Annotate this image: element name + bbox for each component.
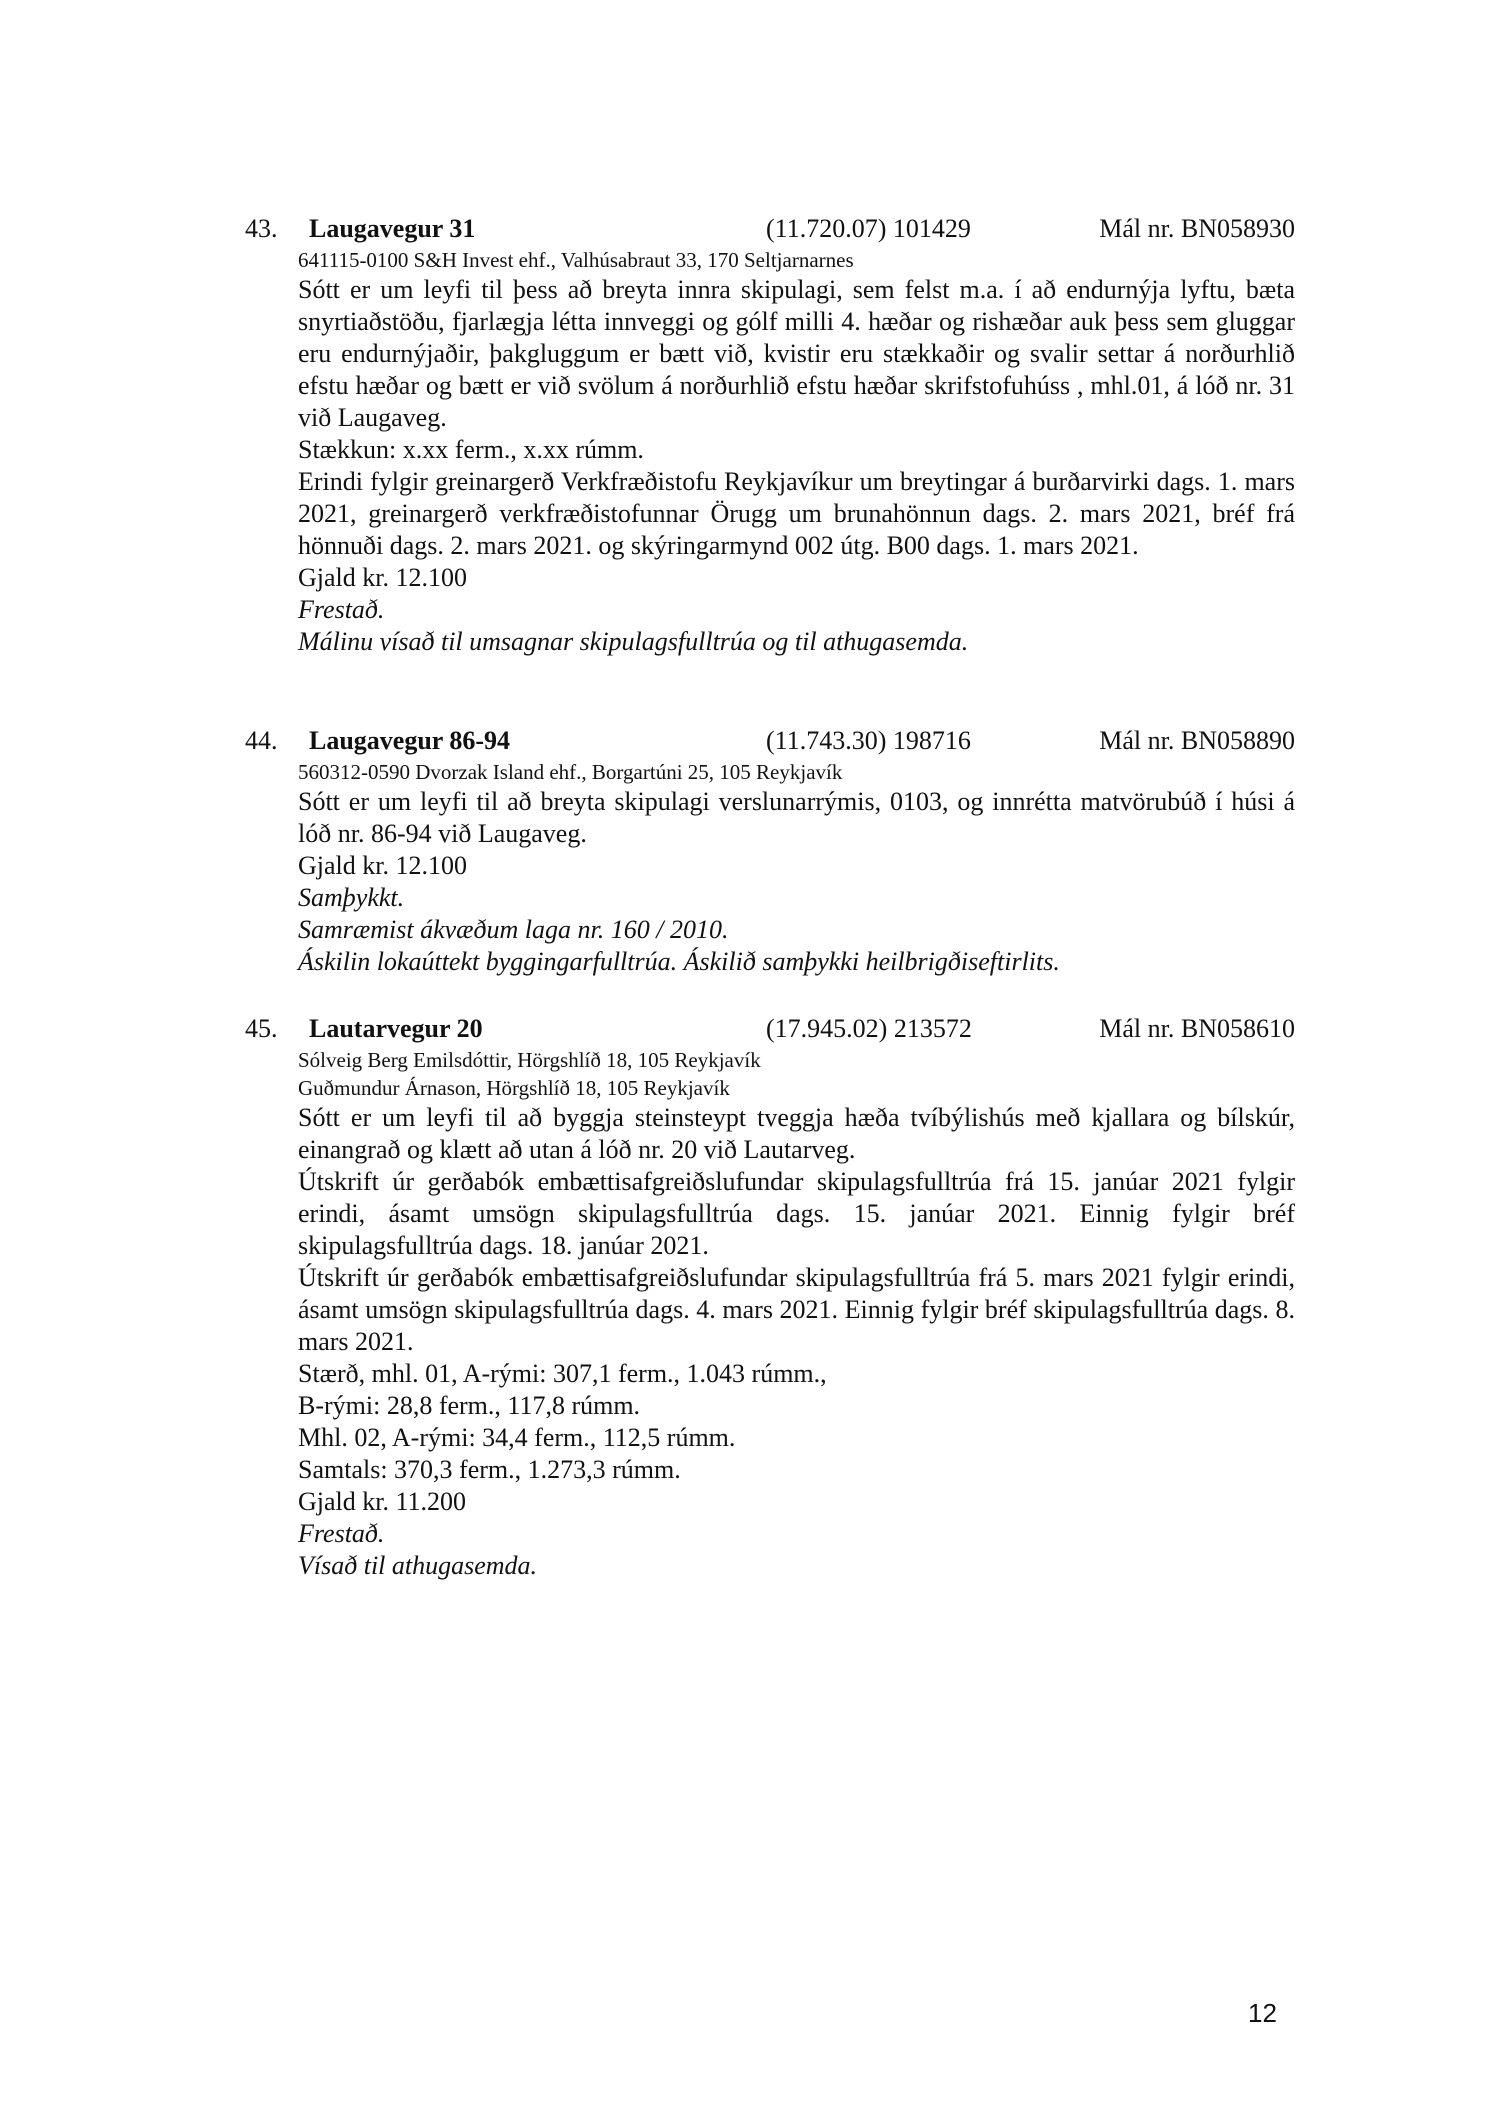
item-header xyxy=(245,724,1295,758)
fee: Gjald kr. 11.200 xyxy=(298,1487,467,1516)
item-body xyxy=(298,758,1295,978)
fee: Gjald kr. 12.100 xyxy=(298,563,467,592)
description: Sótt er um leyfi til þess að breyta innra skipulagi, sem felst m.a. í að endurnýja lyftu, bæta snyrtiaðstöðu, fjarlægja létta innveggi og gólf milli 4. hæðar og rishæðar auk þess sem gluggar eru endurnýjaðir, þakgluggum er bætt við, kvistir eru stækkaðir og svalir settar á norðurhlið efstu hæðar og bætt er við svölum á norðurhlið efstu hæðar skrifstofuhúss , mhl.01, á lóð nr. 31 við Laugaveg. xyxy=(298,275,1295,432)
page-number: 12 xyxy=(1248,1998,1277,2028)
item-reference: (17.945.02) 213572 xyxy=(766,1014,972,1043)
attachment-note: Erindi fylgir greinargerð Verkfræðistofu Reykjavíkur um breytingar á burðarvirki dags. 1. mars 2021, greinargerð verkfræðistofunnar Örugg um brunahönnun dags. 2. mars 2021, bréf frá hönnuði dags. 2. mars 2021. og skýringarmynd 002 útg. B00 dags. 1. mars 2021. xyxy=(298,467,1295,560)
applicant: 560312-0590 Dvorzak Island ehf., Borgartúni 25, 105 Reykjavík xyxy=(298,760,843,784)
item-title: Laugavegur 31 xyxy=(309,214,476,243)
item-reference: (11.743.30) 198716 xyxy=(766,726,971,755)
size-line: B-rými: 28,8 ferm., 117,8 rúmm. xyxy=(298,1391,641,1420)
size-line: Stærð, mhl. 01, A-rými: 307,1 ferm., 1.043 rúmm., xyxy=(298,1359,827,1388)
agenda-item-44 xyxy=(245,724,1295,978)
item-header xyxy=(245,212,1295,246)
case-number: Mál nr. BN058610 xyxy=(1099,1014,1295,1043)
case-number: Mál nr. BN058930 xyxy=(1099,214,1295,243)
item-title: Lautarvegur 20 xyxy=(309,1014,483,1043)
item-body xyxy=(298,246,1295,658)
decision: Frestað. xyxy=(298,1519,385,1548)
extension: Stækkun: x.xx ferm., x.xx rúmm. xyxy=(298,435,644,464)
decision-note: Áskilin lokaúttekt byggingarfulltrúa. Áskilið samþykki heilbrigðiseftirlits. xyxy=(298,947,1060,976)
size-line: Samtals: 370,3 ferm., 1.273,3 rúmm. xyxy=(298,1455,681,1484)
excerpt-note: Útskrift úr gerðabók embættisafgreiðslufundar skipulagsfulltrúa frá 5. mars 2021 fylgir erindi, ásamt umsögn skipulagsfulltrúa dags. 4. mars 2021. Einnig fylgir bréf skipulagsfulltrúa dags. 8. mars 2021. xyxy=(298,1263,1295,1356)
case-number: Mál nr. BN058890 xyxy=(1099,726,1295,755)
agenda-item-43 xyxy=(245,212,1295,658)
decision-note: Samræmist ákvæðum laga nr. 160 / 2010. xyxy=(298,915,729,944)
decision: Frestað. xyxy=(298,595,385,624)
item-body xyxy=(298,1046,1295,1582)
description: Sótt er um leyfi til að breyta skipulagi verslunarrýmis, 0103, og innrétta matvörubúð í húsi á lóð nr. 86-94 við Laugaveg. xyxy=(298,787,1295,848)
applicant: Guðmundur Árnason, Hörgshlíð 18, 105 Reykjavík xyxy=(298,1076,730,1100)
item-number: 45. xyxy=(245,1014,278,1043)
item-title: Laugavegur 86-94 xyxy=(309,726,511,755)
decision: Samþykkt. xyxy=(298,883,405,912)
excerpt-note: Útskrift úr gerðabók embættisafgreiðslufundar skipulagsfulltrúa frá 15. janúar 2021 fylgir erindi, ásamt umsögn skipulagsfulltrúa dags. 15. janúar 2021. Einnig fylgir bréf skipulagsfulltrúa dags. 18. janúar 2021. xyxy=(298,1167,1295,1260)
decision-note: Vísað til athugasemda. xyxy=(298,1551,538,1580)
applicant: Sólveig Berg Emilsdóttir, Hörgshlíð 18, 105 Reykjavík xyxy=(298,1048,761,1072)
agenda-item-45 xyxy=(245,1012,1295,1582)
item-header xyxy=(245,1012,1295,1046)
description: Sótt er um leyfi til að byggja steinsteypt tveggja hæða tvíbýlishús með kjallara og bílskúr, einangrað og klætt að utan á lóð nr. 20 við Lautarveg. xyxy=(298,1103,1295,1164)
applicant: 641115-0100 S&H Invest ehf., Valhúsabraut 33, 170 Seltjarnarnes xyxy=(298,248,854,272)
item-number: 43. xyxy=(245,214,278,243)
item-reference: (11.720.07) 101429 xyxy=(766,214,971,243)
decision-note: Málinu vísað til umsagnar skipulagsfulltrúa og til athugasemda. xyxy=(298,627,969,656)
item-number: 44. xyxy=(245,726,278,755)
size-line: Mhl. 02, A-rými: 34,4 ferm., 112,5 rúmm. xyxy=(298,1423,736,1452)
fee: Gjald kr. 12.100 xyxy=(298,851,467,880)
